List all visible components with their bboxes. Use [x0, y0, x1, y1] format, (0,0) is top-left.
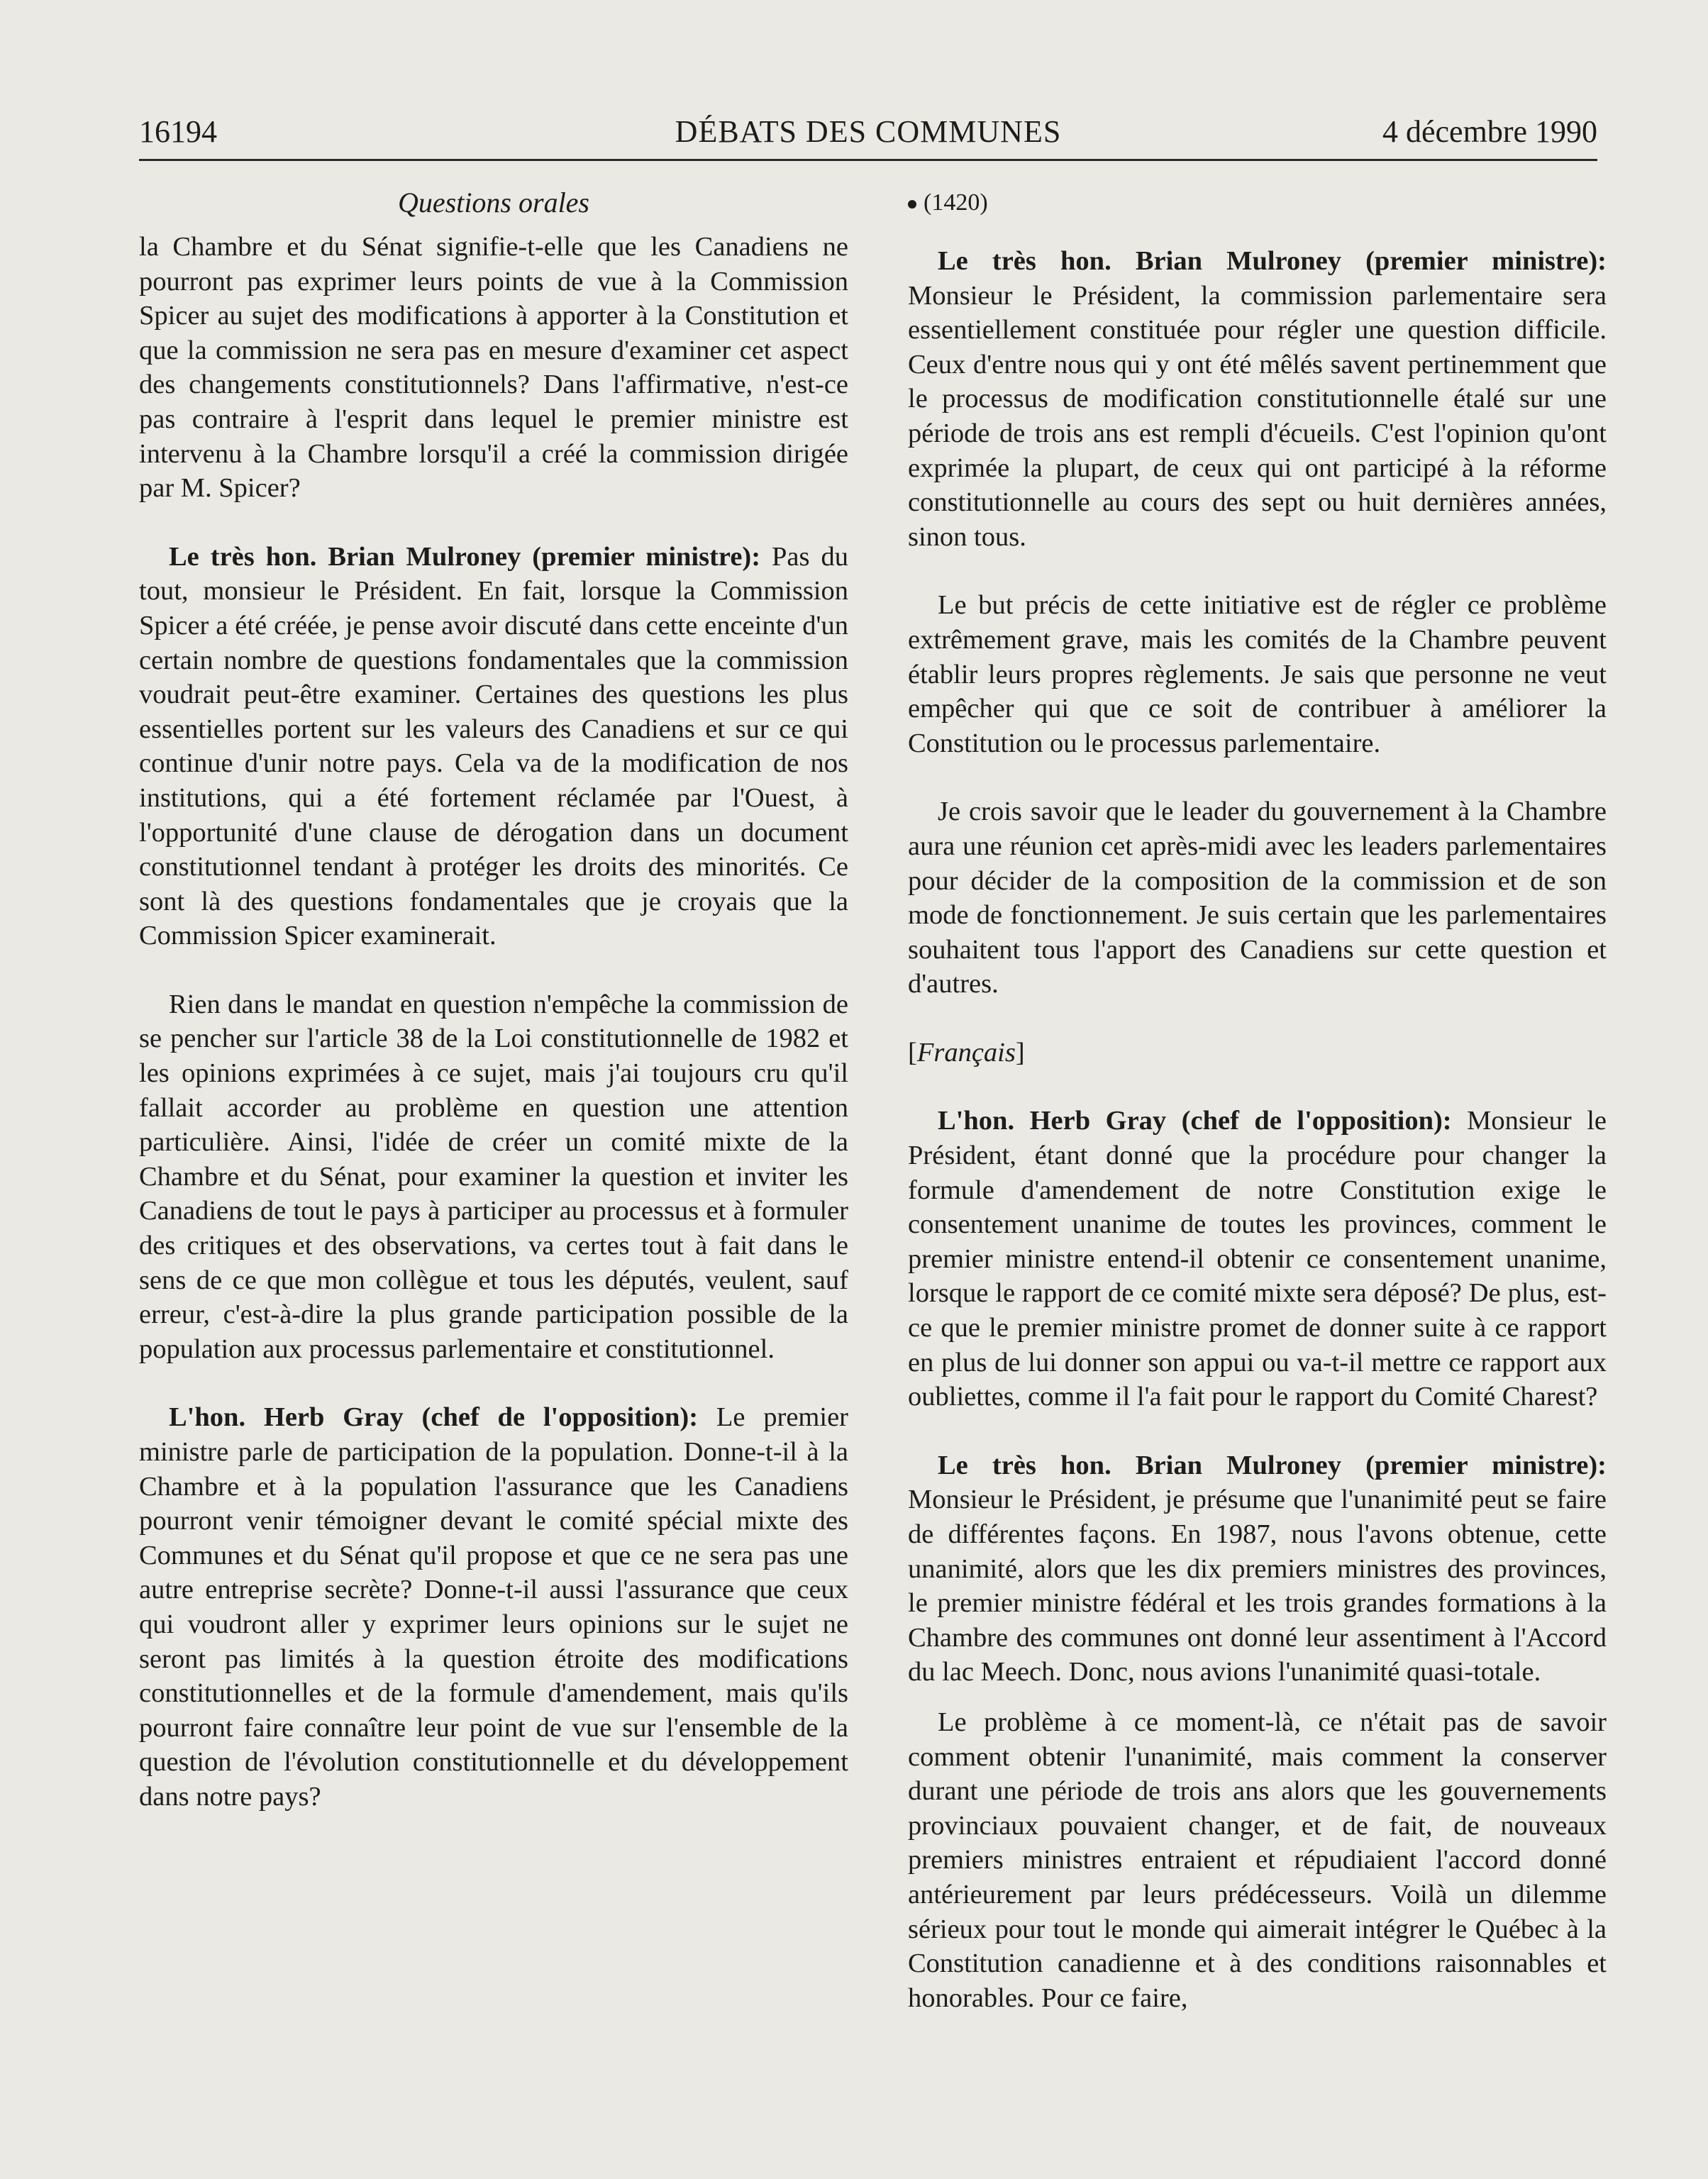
- left-column: [139, 186, 848, 1814]
- speech-text: Monsieur le Président, je présume que l'unanimité peut se faire de différentes façons. En 1987, nous l'avons obtenue, cette unanimité, alors que les dix premiers ministres des provinces, le premier ministre fédéral et les trois grandes formations à la Chambre des communes ont donné leur assentiment à l'Accord du lac Meech. Donc, nous avions l'unanimité quasi-totale.: [908, 1485, 1607, 1687]
- language-marker: [Français]: [908, 1037, 1025, 1068]
- publication-title: DÉBATS DES COMMUNES: [675, 114, 1062, 149]
- paragraph: Le problème à ce moment-là, ce n'était pas de savoir comment obtenir l'unanimité, mais comment la conserver durant une période de trois ans alors que les gouvernements provinciaux pouvaient changer, et de fait, de nouveaux premiers ministres entraient et répudiaient l'accord donné antérieurement par leurs prédécesseurs. Voilà un dilemme sérieux pour tout le monde qui aimerait intégrer le Québec à la Constitution canadienne et à des conditions raisonnables et honorables. Pour ce faire,: [908, 1707, 1607, 2013]
- paragraph: Le but précis de cette initiative est de régler ce problème extrêmement grave, mais les comités de la Chambre peuvent établir leurs propres règlements. Je sais que personne ne veut empêcher qui que ce soit de contribuer à améliorer la Constitution ou le processus parlementaire.: [908, 590, 1607, 758]
- timestamp-text: (1420): [924, 189, 988, 216]
- paragraph: Rien dans le mandat en question n'empêche la commission de se pencher sur l'article 38 de la Loi constitutionnelle de 1982 et les opinions exprimées à ce sujet, mais j'ai toujours cru qu'il fallait accorder au problème en question une attention particulière. Ainsi, l'idée de créer un comité mixte de la Chambre et du Sénat, pour examiner la question et inviter les Canadiens de tout le pays à participer au processus et à formuler des critiques et des observations, va certes tout à fait dans le sens de ce que mon collègue et tous les députés, veulent, sauf erreur, c'est-à-dire la plus grande participation possible de la population aux processus parlementaire et constitutionnel.: [139, 989, 848, 1364]
- speech-text: Monsieur le Président, la commission parlementaire sera essentiellement constituée pour régler une question difficile. Ceux d'entre nous qui y ont été mêlés savent pertinemment que le processus de modification constitutionnelle étalé sur une période de trois ans est rempli d'écueils. C'est l'opinion qu'ont exprimée la plupart, de ceux qui ont participé à la réforme constitutionnelle au cours des sept ou huit dernières années, sinon tous.: [908, 280, 1607, 552]
- bullet-icon: [908, 200, 916, 209]
- speaker-name: Le très hon. Brian Mulroney (premier ministre):: [938, 246, 1607, 276]
- section-label: Questions orales: [398, 187, 589, 218]
- right-column: [908, 186, 1607, 2015]
- speech-text: Monsieur le Président, étant donné que la procédure pour changer la formule d'amendement de notre Constitution exige le consentement unanime de toutes les provinces, comment le premier ministre entend-il obtenir ce consentement unanime, lorsque le rapport de ce comité mixte sera déposé? De plus, est-ce que le premier ministre promet de donner suite à ce rapport en plus de lui donner son appui ou va-t-il mettre ce rapport aux oubliettes, comme il l'a fait pour le rapport du Comité Charest?: [908, 1106, 1607, 1412]
- paragraph: [908, 1448, 1607, 1690]
- speaker-name: Le très hon. Brian Mulroney (premier ministre):: [169, 541, 761, 572]
- speaker-name: Le très hon. Brian Mulroney (premier ministre):: [938, 1450, 1607, 1480]
- speaker-name: L'hon. Herb Gray (chef de l'opposition):: [169, 1402, 699, 1433]
- paragraph: [139, 1400, 848, 1814]
- speaker-name: L'hon. Herb Gray (chef de l'opposition):: [938, 1106, 1452, 1136]
- publication-date: 4 décembre 1990: [1382, 114, 1597, 149]
- page-number: 16194: [139, 114, 217, 149]
- speech-text: Pas du tout, monsieur le Président. En fait, lorsque la Commission Spicer a été créée, je pense avoir discuté dans cette enceinte d'un certain nombre de questions fondamentales que la commission voudrait peut-être examiner. Certaines des questions les plus essentielles portent sur les valeurs des Canadiens et sur ce qui continue d'unir notre pays. Cela va de la modification de nos institutions, qui a été fortement réclamée par l'Ouest, à l'opportunité d'une clause de dérogation dans un document constitutionnel tendant à protéger les droits des minorités. Ce sont là des questions fondamentales que je croyais que la Commission Spicer examinerait.: [139, 541, 848, 951]
- timestamp: [908, 186, 1607, 220]
- language-label: Français: [916, 1037, 1016, 1068]
- page-header: [139, 113, 1597, 161]
- speech-text: Le premier ministre parle de participation de la population. Donne-t-il à la Chambre et à la population l'assurance que les Canadiens pourront venir témoigner devant le comité spécial mixte des Communes et du Sénat qu'il propose et que ce ne sera pas une autre entreprise secrète? Donne-t-il aussi l'assurance que ceux qui voudront aller y exprimer leurs opinions sur le sujet ne seront pas limités à la question étroite des modifications constitutionnelles et de la formule d'amendement, mais qu'ils pourront faire connaître leur point de vue sur l'ensemble de la question de l'évolution constitutionnelle et du développement dans notre pays?: [139, 1402, 848, 1812]
- paragraph: la Chambre et du Sénat signifie-t-elle que les Canadiens ne pourront pas exprimer leurs points de vue à la Commission Spicer au sujet des modifications à apporter à la Constitution et que la commission ne sera pas en mesure d'examiner cet aspect des changements constitutionnels? Dans l'affirmative, n'est-ce pas contraire à l'esprit dans lequel le premier ministre est intervenu à la Chambre lorsqu'il a créé la commission dirigée par M. Spicer?: [139, 232, 848, 504]
- paragraph: [908, 1104, 1607, 1414]
- paragraph: [908, 244, 1607, 554]
- paragraph: Je crois savoir que le leader du gouvernement à la Chambre aura une réunion cet après-midi avec les leaders parlementaires pour décider de la composition de la commission et de son mode de fonctionnement. Je suis certain que les parlementaires souhaitent tous l'apport des Canadiens sur cette question et d'autres.: [908, 797, 1607, 999]
- paragraph: [139, 540, 848, 953]
